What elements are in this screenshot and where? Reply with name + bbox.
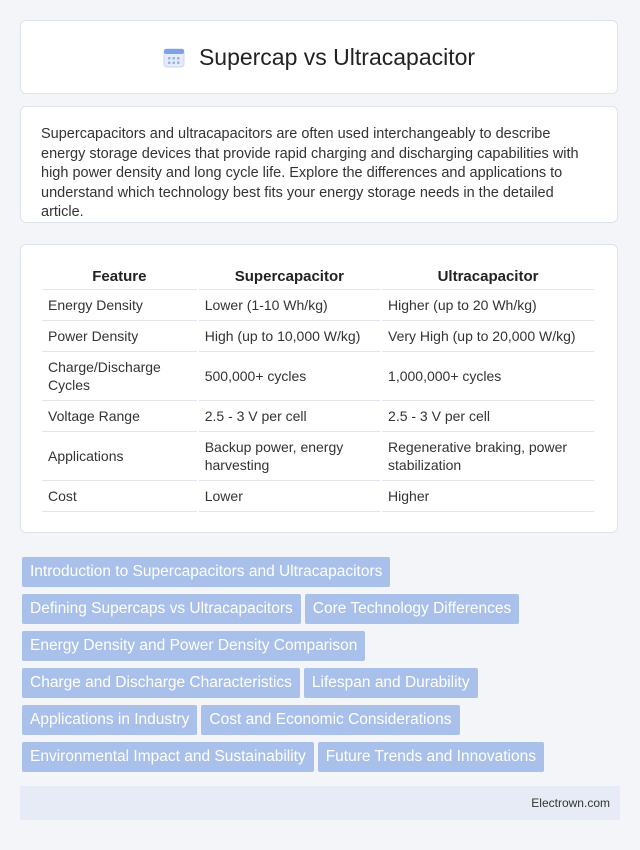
table-cell: 2.5 - 3 V per cell <box>199 401 380 432</box>
table-cell: Lower <box>199 481 380 512</box>
page-title: Supercap vs Ultracapacitor <box>198 43 476 70</box>
intro-text: Supercapacitors and ultracapacitors are often used interchangeably to describe energy storage devices that provide rapid charging and discharging capabilities with high power density and long cycle life. Explore the differences and applications to understand which technology best fits your energy storage needs in the detailed article. <box>41 126 579 220</box>
footer <box>20 786 620 820</box>
link-environmental[interactable]: Environmental Impact and Sustainability <box>22 742 314 772</box>
table-row <box>42 401 594 432</box>
table-cell: Cost <box>42 481 197 512</box>
table-row <box>42 481 594 512</box>
intro-card <box>20 106 618 223</box>
link-applications[interactable]: Applications in Industry <box>22 705 197 735</box>
link-future-trends[interactable]: Future Trends and Innovations <box>318 742 544 772</box>
link-introduction[interactable]: Introduction to Supercapacitors and Ultracapacitors <box>22 557 390 587</box>
table-header-row <box>42 263 594 290</box>
footer-site[interactable]: Electrown.com <box>531 796 610 810</box>
table-cell: High (up to 10,000 W/kg) <box>199 321 380 352</box>
table-cell: Energy Density <box>42 290 197 321</box>
link-energy-power-density[interactable]: Energy Density and Power Density Comparison <box>22 631 365 661</box>
table-cell: Charge/Discharge Cycles <box>42 352 197 401</box>
table-row <box>42 321 594 352</box>
table-cell: Lower (1-10 Wh/kg) <box>199 290 380 321</box>
link-charge-discharge[interactable]: Charge and Discharge Characteristics <box>22 668 300 698</box>
table-cell: Backup power, energy harvesting <box>199 432 380 481</box>
comparison-card <box>20 244 618 533</box>
table-cell: Power Density <box>42 321 197 352</box>
table-cell: 2.5 - 3 V per cell <box>382 401 594 432</box>
header-ultracapacitor: Ultracapacitor <box>382 263 594 290</box>
table-cell: Very High (up to 20,000 W/kg) <box>382 321 594 352</box>
table-cell: Higher <box>382 481 594 512</box>
table-row <box>42 290 594 321</box>
table-cell: Applications <box>42 432 197 481</box>
table-cell: Regenerative braking, power stabilization <box>382 432 594 481</box>
table-cell: 500,000+ cycles <box>199 352 380 401</box>
table-cell: 1,000,000+ cycles <box>382 352 594 401</box>
calendar-icon <box>163 46 185 68</box>
header-feature: Feature <box>42 263 197 290</box>
table-cell: Voltage Range <box>42 401 197 432</box>
table-row <box>42 432 594 481</box>
link-core-technology[interactable]: Core Technology Differences <box>305 594 519 624</box>
title-card <box>20 20 618 94</box>
header-supercapacitor: Supercapacitor <box>199 263 380 290</box>
link-defining[interactable]: Defining Supercaps vs Ultracapacitors <box>22 594 301 624</box>
table-row <box>42 352 594 401</box>
table-cell: Higher (up to 20 Wh/kg) <box>382 290 594 321</box>
topic-links <box>22 557 622 779</box>
link-cost[interactable]: Cost and Economic Considerations <box>201 705 459 735</box>
link-lifespan[interactable]: Lifespan and Durability <box>304 668 478 698</box>
comparison-table <box>40 263 596 512</box>
